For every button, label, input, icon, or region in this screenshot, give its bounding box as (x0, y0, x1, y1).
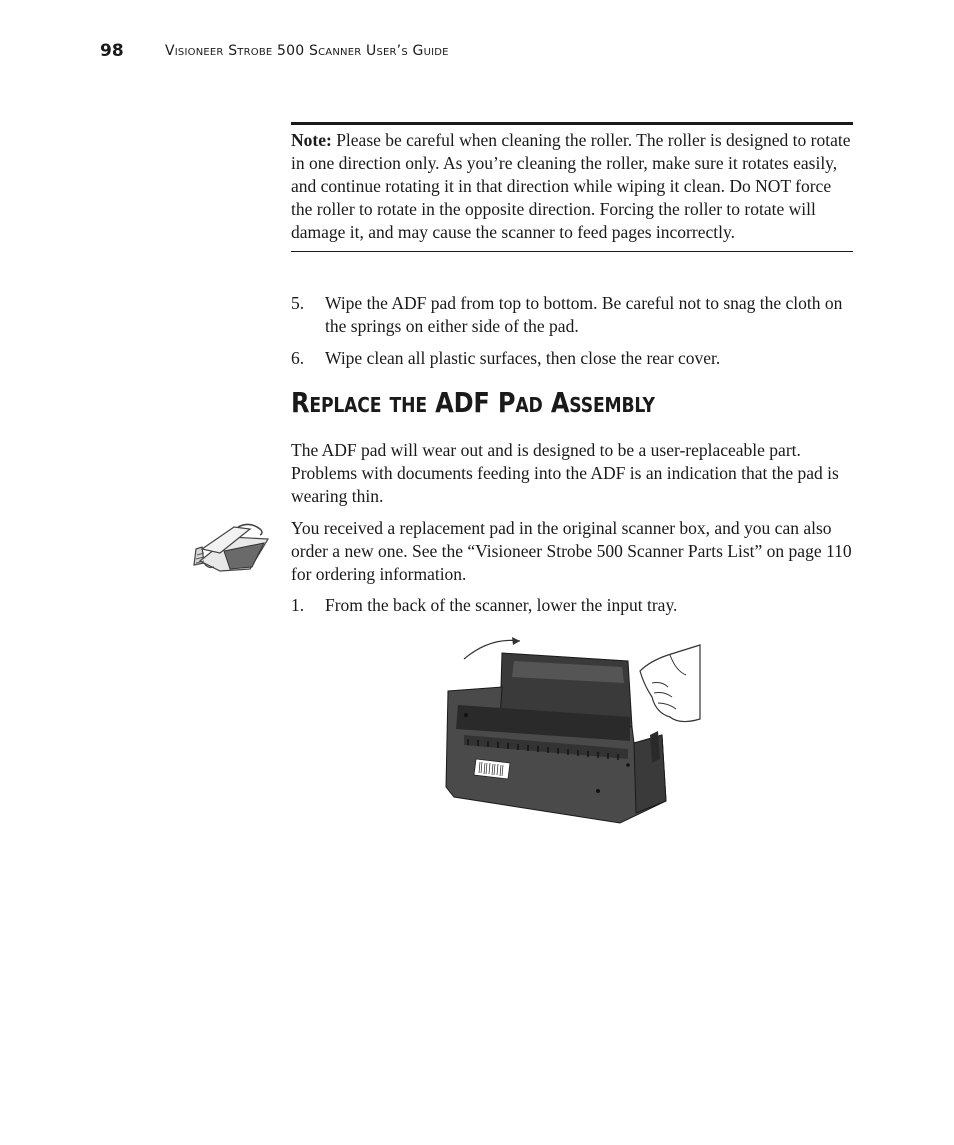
note-label: Note: (291, 130, 332, 150)
note-box (291, 122, 853, 252)
running-title: Visioneer Strobe 500 Scanner User’s Guide (165, 43, 449, 59)
cleaning-steps (291, 292, 853, 379)
section-heading: Replace the ADF Pad Assembly (291, 386, 655, 419)
note-text: Please be careful when cleaning the roller. The roller is designed to rotate in one direction only. As you’re cleaning the roller, make sure it rotates easily, and continue rotating it in that direction while wiping it clean. Do NOT force the roller to rotate in the opposite direction. Forcing the roller to rotate will damage it, and may cause the scanner to feed pages incorrectly. (291, 130, 851, 242)
step-5 (291, 292, 853, 338)
step-text: From the back of the scanner, lower the input tray. (325, 595, 678, 615)
step-6 (291, 347, 853, 370)
step-number: 1. (291, 595, 305, 615)
step-1 (291, 594, 853, 617)
step-number: 5. (291, 293, 305, 313)
replace-steps (291, 594, 853, 626)
replacement-paragraph: You received a replacement pad in the original scanner box, and you can also order a new one. See the “Visioneer Strobe 500 Scanner Parts List” on page 110 for ordering information. (291, 518, 852, 584)
page-number: 98 (100, 41, 124, 61)
intro-paragraph: The ADF pad will wear out and is designed to be a user-replaceable part. Problems with documents feeding into the ADF is an indication that the pad is wearing thin. (291, 440, 839, 506)
step-text: Wipe clean all plastic surfaces, then close the rear cover. (325, 348, 721, 368)
running-header (0, 41, 954, 65)
step-number: 6. (291, 348, 305, 368)
step-text: Wipe the ADF pad from top to bottom. Be careful not to snag the cloth on the springs on either side of the pad. (325, 293, 843, 336)
adf-pad-icon (190, 519, 272, 577)
scanner-illustration (444, 631, 702, 827)
